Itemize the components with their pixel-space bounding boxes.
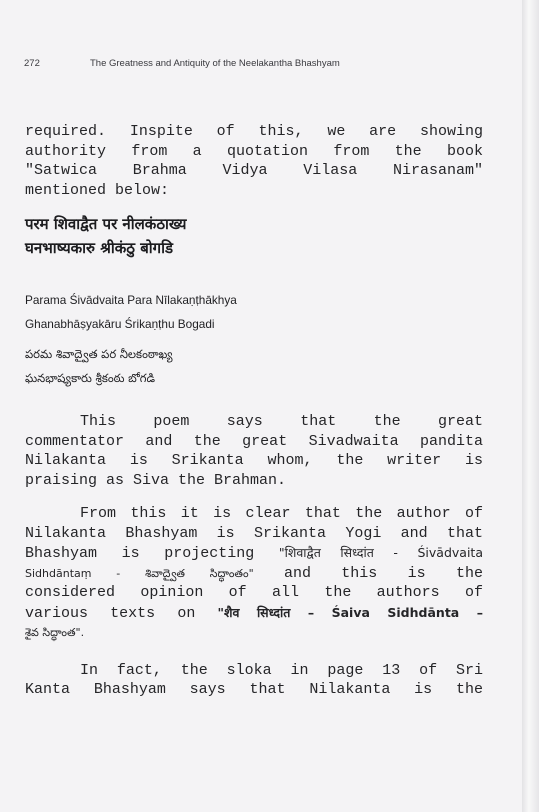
- quote-transliteration: [25, 288, 483, 336]
- text-span: and this is the: [283, 564, 483, 582]
- text-line: [25, 543, 483, 564]
- text-span: This poem says that the great: [80, 413, 483, 430]
- text-span: In fact, the sloka in page 13 of Sri: [80, 661, 483, 679]
- paragraph-sloka: [25, 661, 483, 700]
- quote-line: Ghanabhāṣyakāru Śrikaṇṭhu Bogadi: [25, 317, 215, 331]
- text-line: [25, 412, 483, 432]
- quote-line: Parama Śivādvaita Para Nīlakaṇṭhākhya: [25, 293, 237, 307]
- page-edge: [522, 0, 539, 812]
- text-span: Bhashyam is projecting: [25, 545, 255, 562]
- text-line: Nilakanta Bhashyam is Srikanta Yogi and that: [25, 524, 483, 542]
- text-line: mentioned below:: [25, 181, 170, 199]
- quote-devanagari: [25, 212, 483, 260]
- quote-line: ఘనభాష్యకారు శ్రీకంఠు బోగడి: [25, 371, 156, 385]
- text-line: Kanta Bhashyam says that Nilakanta is the: [25, 681, 483, 698]
- page-body: [25, 122, 483, 700]
- text-span: "शिवाद्वैत सिध्दांत - Śivādvaita: [278, 545, 483, 560]
- paragraph-poem: [25, 412, 483, 490]
- running-title: The Greatness and Antiquity of the Neelakantha Bhashyam: [90, 58, 340, 69]
- text-line: [25, 661, 483, 681]
- text-line: [25, 603, 483, 624]
- text-line: [25, 504, 483, 524]
- page-header: [24, 58, 492, 69]
- quote-line: परम शिवाद्वैत पर नीलकंठाख्य: [25, 215, 187, 233]
- text-line: authority from a quotation from the book: [25, 142, 483, 160]
- text-line: praising as Siva the Brahman.: [25, 471, 287, 489]
- quote-line: పరమ శివాద్వైత పర నీలకంఠాఖ్య: [25, 347, 173, 361]
- text-line: considered opinion of all the authors of: [25, 584, 483, 601]
- page-number: 272: [24, 58, 40, 69]
- text-span: various texts on: [25, 604, 196, 622]
- text-line: "Satwica Brahma Vidya Vilasa Nirasanam": [25, 162, 483, 179]
- text-line: Nilakanta is Srikanta whom, the writer is: [25, 452, 483, 469]
- text-line: [25, 564, 483, 584]
- paragraph-conclusion: [25, 504, 483, 643]
- text-span: From this it is clear that the author of: [80, 505, 483, 522]
- text-span: "शैव सिध्दांत – Śaiva Sidhdānta –: [217, 604, 483, 620]
- quote-telugu: [25, 342, 483, 390]
- text-span: Sidhdāntaṃ - శివాద్వైత సిద్ధాంతం": [25, 566, 254, 580]
- text-line: శైవ సిద్ధాంత".: [25, 626, 85, 639]
- quote-line: घनभाष्यकारु श्रीकंठु बोगडि: [25, 239, 174, 257]
- text-line: commentator and the great Sivadwaita pandita: [25, 432, 483, 450]
- text-line: required. Inspite of this, we are showing: [25, 123, 483, 140]
- paragraph-intro: [25, 122, 483, 200]
